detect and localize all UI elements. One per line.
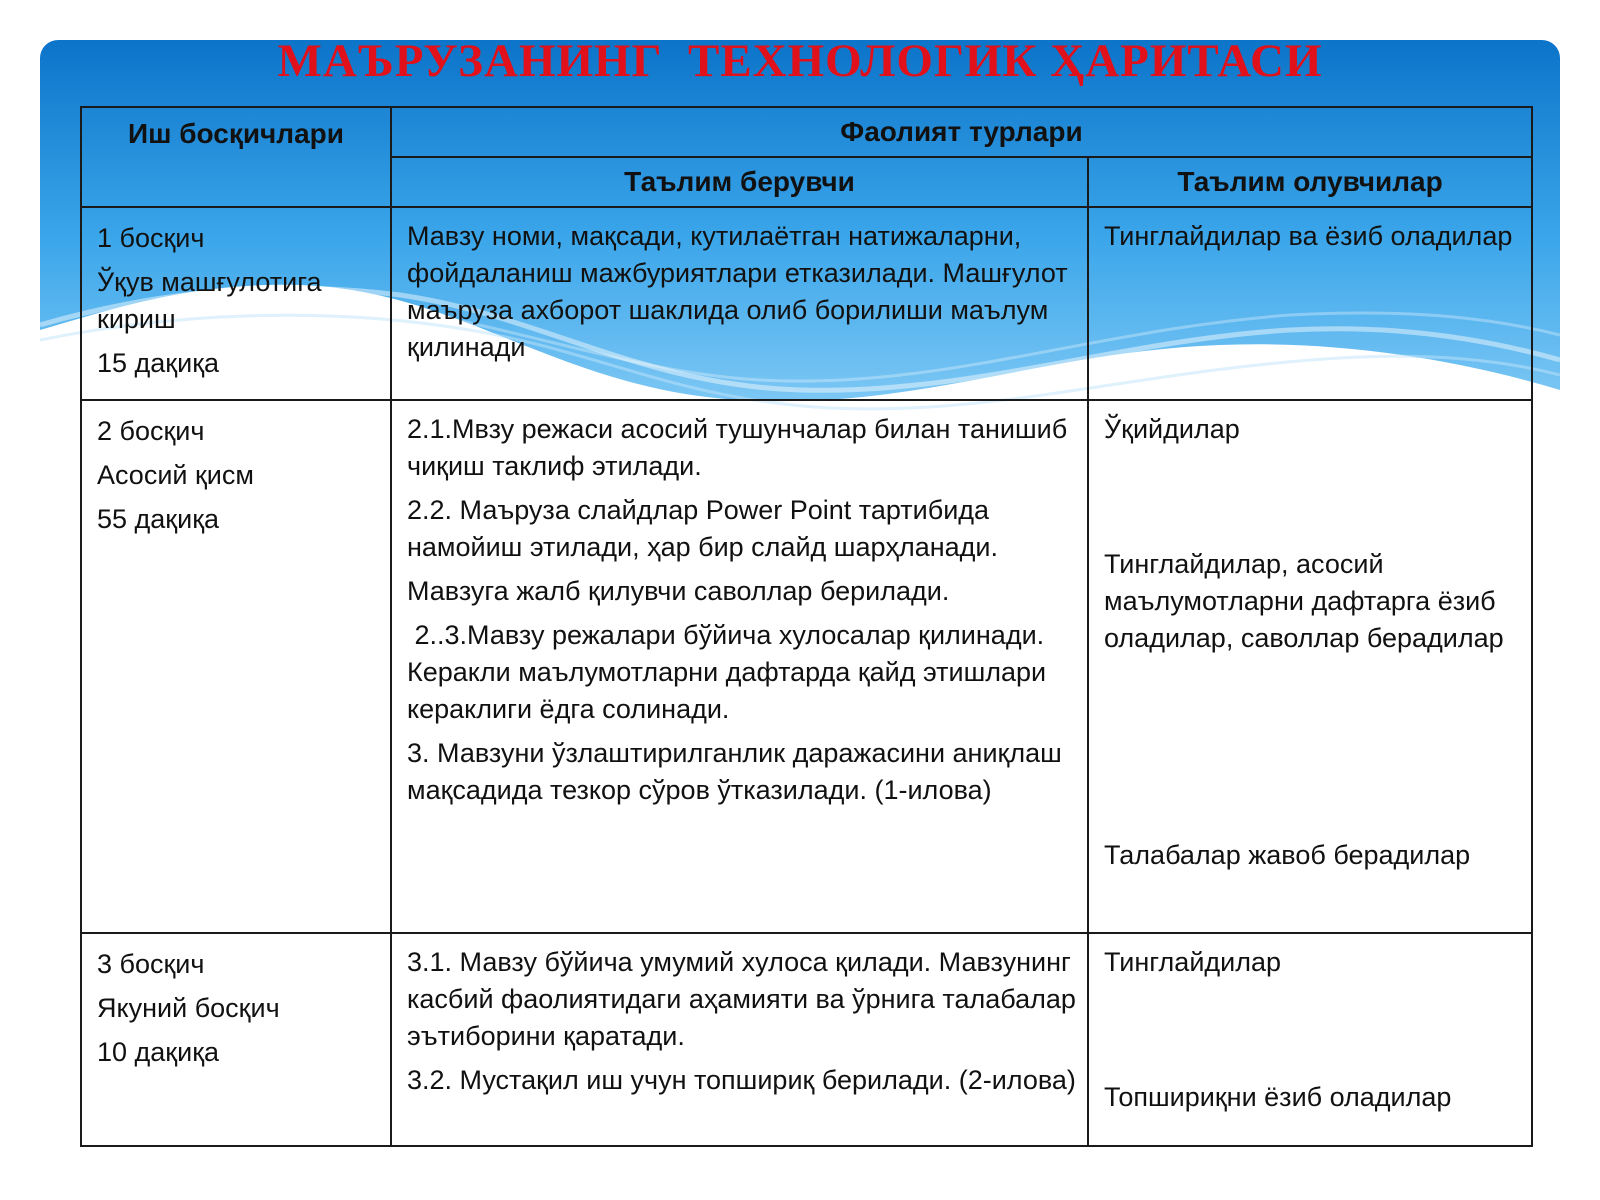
stage-name: Асосий қисм bbox=[97, 460, 254, 490]
student-activity: Тинглайдилар bbox=[1104, 947, 1282, 977]
teacher-activity: 3.2. Мустақил иш учун топшириқ берилади. (2-илова) bbox=[407, 1065, 1076, 1095]
student-activity: Ўқийдилар bbox=[1104, 414, 1240, 444]
header-stages: Иш босқичлари bbox=[81, 107, 391, 207]
teacher-activity: 2..3.Мавзу режалари бўйича хулосалар қилинади. Керакли маълумотларни дафтарда қайд этишлари кераклиги ёдга солинади. bbox=[407, 620, 1054, 724]
technology-map-table bbox=[80, 106, 1533, 1147]
table-row bbox=[81, 207, 1532, 400]
stage-duration: 10 дақиқа bbox=[97, 1037, 220, 1067]
teacher-activity: 2.1.Мвзу режаси асосий тушунчалар билан танишиб чиқиш таклиф этилади. bbox=[407, 414, 1068, 481]
stage-cell bbox=[81, 933, 391, 1146]
student-activity: Тинглайдилар ва ёзиб оладилар bbox=[1104, 221, 1513, 251]
teacher-activity: 2.2. Маъруза слайдлар Power Point тартибида намойиш этилади, ҳар бир слайд шарҳланади. bbox=[407, 495, 999, 562]
stage-number: 2 босқич bbox=[97, 416, 205, 446]
teacher-activity: 3. Мавзуни ўзлаштирилганлик даражасини аниқлаш мақсадида тезкор сўров ўтказилади. (1-илова) bbox=[407, 738, 1062, 805]
students-cell bbox=[1088, 207, 1532, 400]
page-title: МАЪРУЗАНИНГ ТЕХНОЛОГИК ҲАРИТАСИ bbox=[277, 35, 1323, 87]
stage-number: 1 босқич bbox=[97, 223, 205, 253]
students-cell bbox=[1088, 933, 1532, 1146]
stage-name: Ўқув машғулотига кириш bbox=[97, 267, 322, 334]
students-cell bbox=[1088, 400, 1532, 933]
teacher-cell bbox=[391, 400, 1088, 933]
student-activity: Топшириқни ёзиб оладилар bbox=[1104, 1082, 1452, 1112]
teacher-activity: 3.1. Мавзу бўйича умумий хулоса қилади. Мавзунинг касбий фаолиятидаги аҳамияти ва ўрнига талабалар эътиборини қаратади. bbox=[407, 947, 1076, 1051]
stage-cell bbox=[81, 400, 391, 933]
table-row bbox=[81, 400, 1532, 933]
teacher-cell bbox=[391, 933, 1088, 1146]
table-row bbox=[81, 933, 1532, 1146]
teacher-cell bbox=[391, 207, 1088, 400]
header-teacher: Таълим берувчи bbox=[391, 157, 1088, 207]
stage-duration: 55 дақиқа bbox=[97, 504, 220, 534]
stage-cell bbox=[81, 207, 391, 400]
stage-number: 3 босқич bbox=[97, 949, 205, 979]
stage-name: Якуний босқич bbox=[97, 993, 280, 1023]
student-activity: Талабалар жавоб берадилар bbox=[1104, 840, 1471, 870]
stage-duration: 15 дақиқа bbox=[97, 348, 220, 378]
header-activities: Фаолият турлари bbox=[391, 107, 1532, 157]
student-activity: Тинглайдилар, асосий маълумотларни дафтарга ёзиб оладилар, саволлар берадилар bbox=[1104, 549, 1504, 653]
teacher-activity: Мавзу номи, мақсади, кутилаётган натижаларни, фойдаланиш мажбуриятлари етказилади. Машғулот маъруза ахборот шаклида олиб борилиши маълум қилинади bbox=[407, 221, 1068, 362]
header-students: Таълим олувчилар bbox=[1088, 157, 1532, 207]
teacher-activity: Мавзуга жалб қилувчи саволлар берилади. bbox=[407, 576, 950, 606]
